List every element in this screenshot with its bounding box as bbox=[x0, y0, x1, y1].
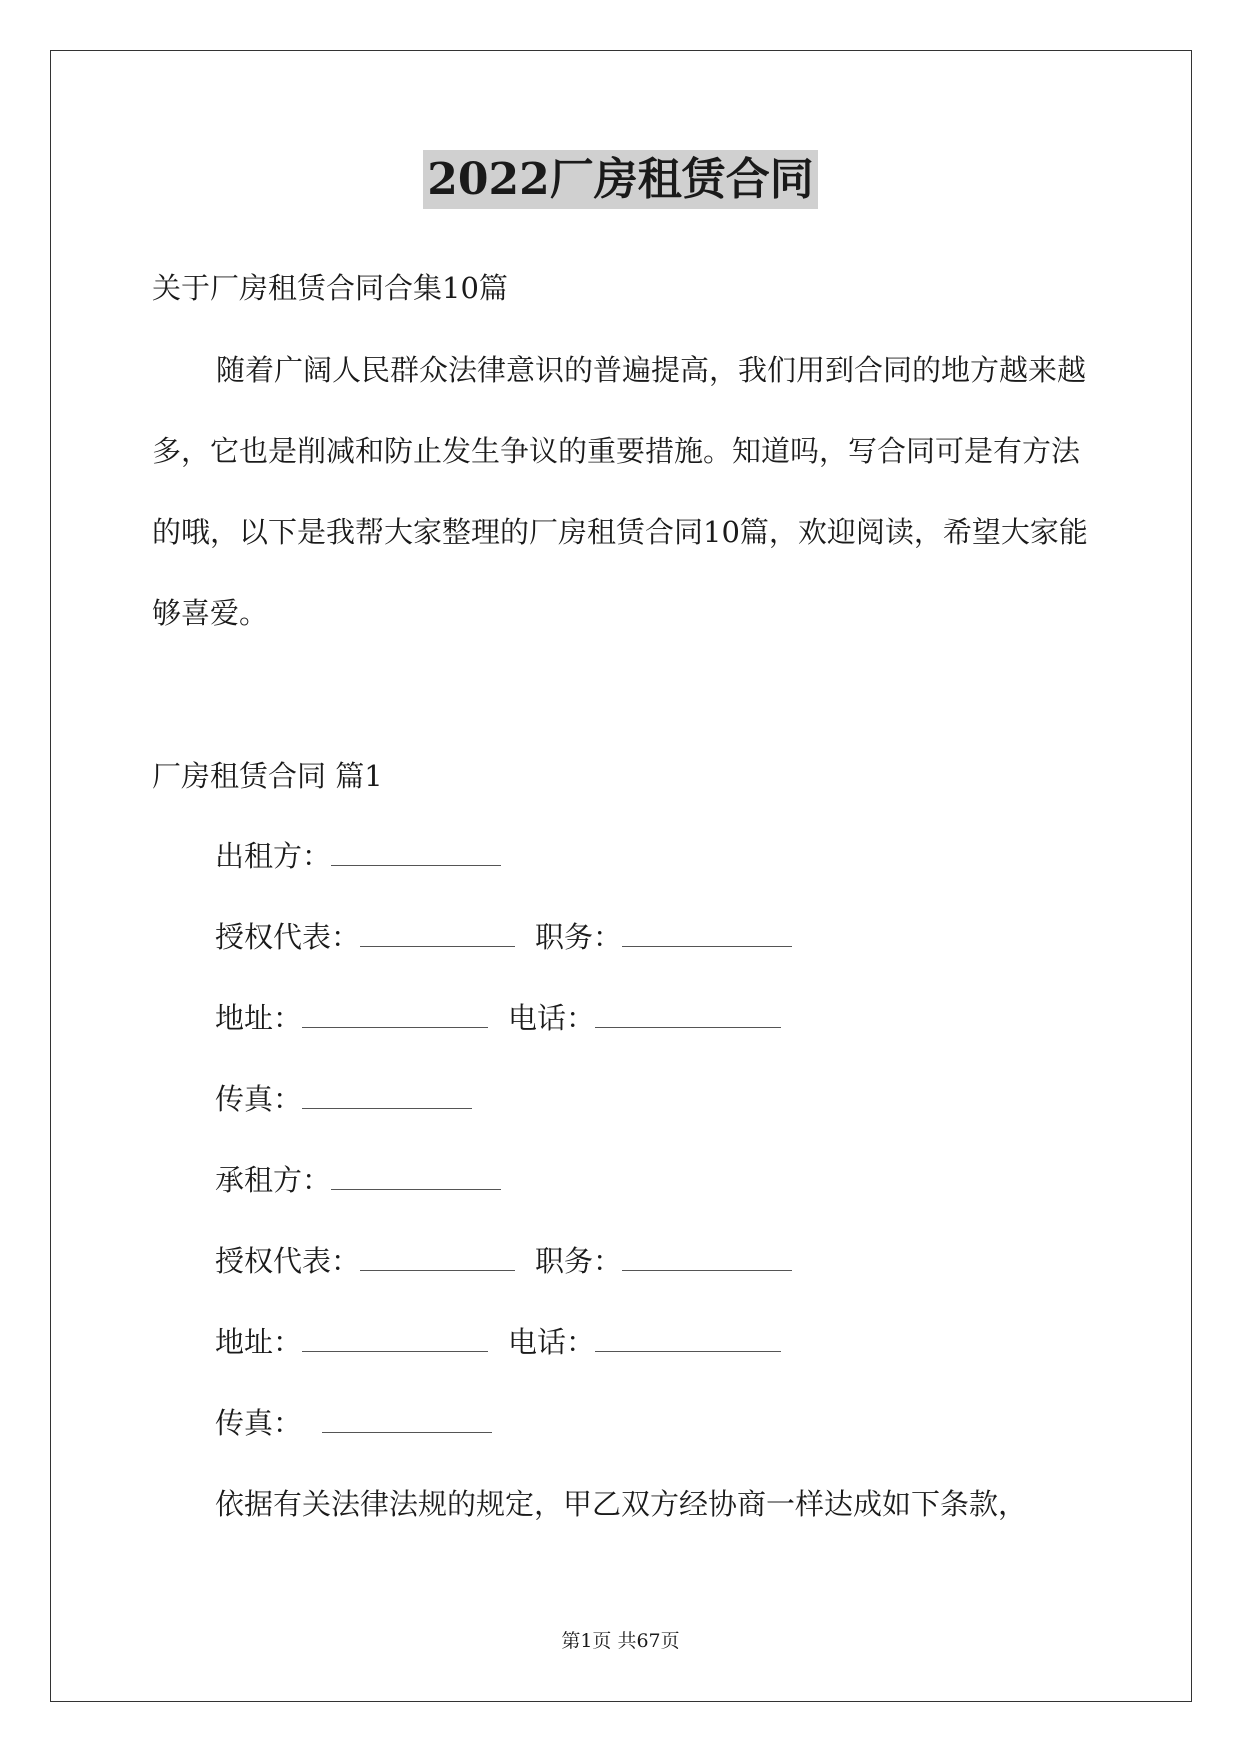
document-title-text: 2022厂房租赁合同 bbox=[423, 150, 817, 209]
lessor-party-blank[interactable] bbox=[331, 841, 501, 866]
intro-paragraph bbox=[152, 330, 1092, 654]
lessee-rep-row bbox=[215, 1241, 792, 1281]
clause-intro: 依据有关法律法规的规定，甲乙双方经协商一样达成如下条款， bbox=[215, 1487, 1028, 1521]
lessee-position-label: 职务： bbox=[535, 1244, 623, 1278]
document-subtitle: 关于厂房租赁合同合集10篇 bbox=[152, 271, 508, 305]
lessee-phone-label: 电话： bbox=[508, 1325, 596, 1359]
lessee-phone-blank[interactable] bbox=[595, 1327, 781, 1352]
lessor-rep-row bbox=[215, 917, 792, 957]
section-heading: 厂房租赁合同 篇1 bbox=[152, 759, 383, 793]
lessee-address-row bbox=[215, 1322, 781, 1362]
intro-text: 随着广阔人民群众法律意识的普遍提高，我们用到合同的地方越来越多，它也是削减和防止发生争议的重要措施。知道吗，写合同可是有方法的哦，以下是我帮大家整理的厂房租赁合同10篇，欢迎阅读，希望大家能够喜爱。 bbox=[152, 353, 1088, 630]
lessor-address-blank[interactable] bbox=[302, 1003, 488, 1028]
page-footer: 第1页 共67页 bbox=[561, 1630, 680, 1652]
lessee-fax-blank[interactable] bbox=[322, 1408, 492, 1433]
lessor-party-row bbox=[215, 836, 501, 876]
lessor-fax-label: 传真： bbox=[215, 1082, 303, 1116]
lessee-address-blank[interactable] bbox=[302, 1327, 488, 1352]
lessee-fax-label: 传真： bbox=[215, 1406, 303, 1440]
lessee-fax-row bbox=[215, 1403, 492, 1443]
lessor-address-label: 地址： bbox=[215, 1001, 303, 1035]
lessor-fax-row bbox=[215, 1079, 472, 1119]
lessee-address-label: 地址： bbox=[215, 1325, 303, 1359]
lessee-party-blank[interactable] bbox=[331, 1165, 501, 1190]
lessee-rep-blank[interactable] bbox=[360, 1246, 515, 1271]
lessee-position-blank[interactable] bbox=[622, 1246, 792, 1271]
lessor-fax-blank[interactable] bbox=[302, 1084, 472, 1109]
lessor-rep-label: 授权代表： bbox=[215, 920, 361, 954]
lessor-rep-blank[interactable] bbox=[360, 922, 515, 947]
lessee-party-row bbox=[215, 1160, 501, 1200]
lessor-position-label: 职务： bbox=[535, 920, 623, 954]
lessor-address-row bbox=[215, 998, 781, 1038]
lessee-party-label: 承租方： bbox=[215, 1163, 332, 1197]
lessor-position-blank[interactable] bbox=[622, 922, 792, 947]
lessor-phone-label: 电话： bbox=[508, 1001, 596, 1035]
lessor-party-label: 出租方： bbox=[215, 839, 332, 873]
document-title bbox=[0, 150, 1241, 210]
lessee-rep-label: 授权代表： bbox=[215, 1244, 361, 1278]
lessor-phone-blank[interactable] bbox=[595, 1003, 781, 1028]
